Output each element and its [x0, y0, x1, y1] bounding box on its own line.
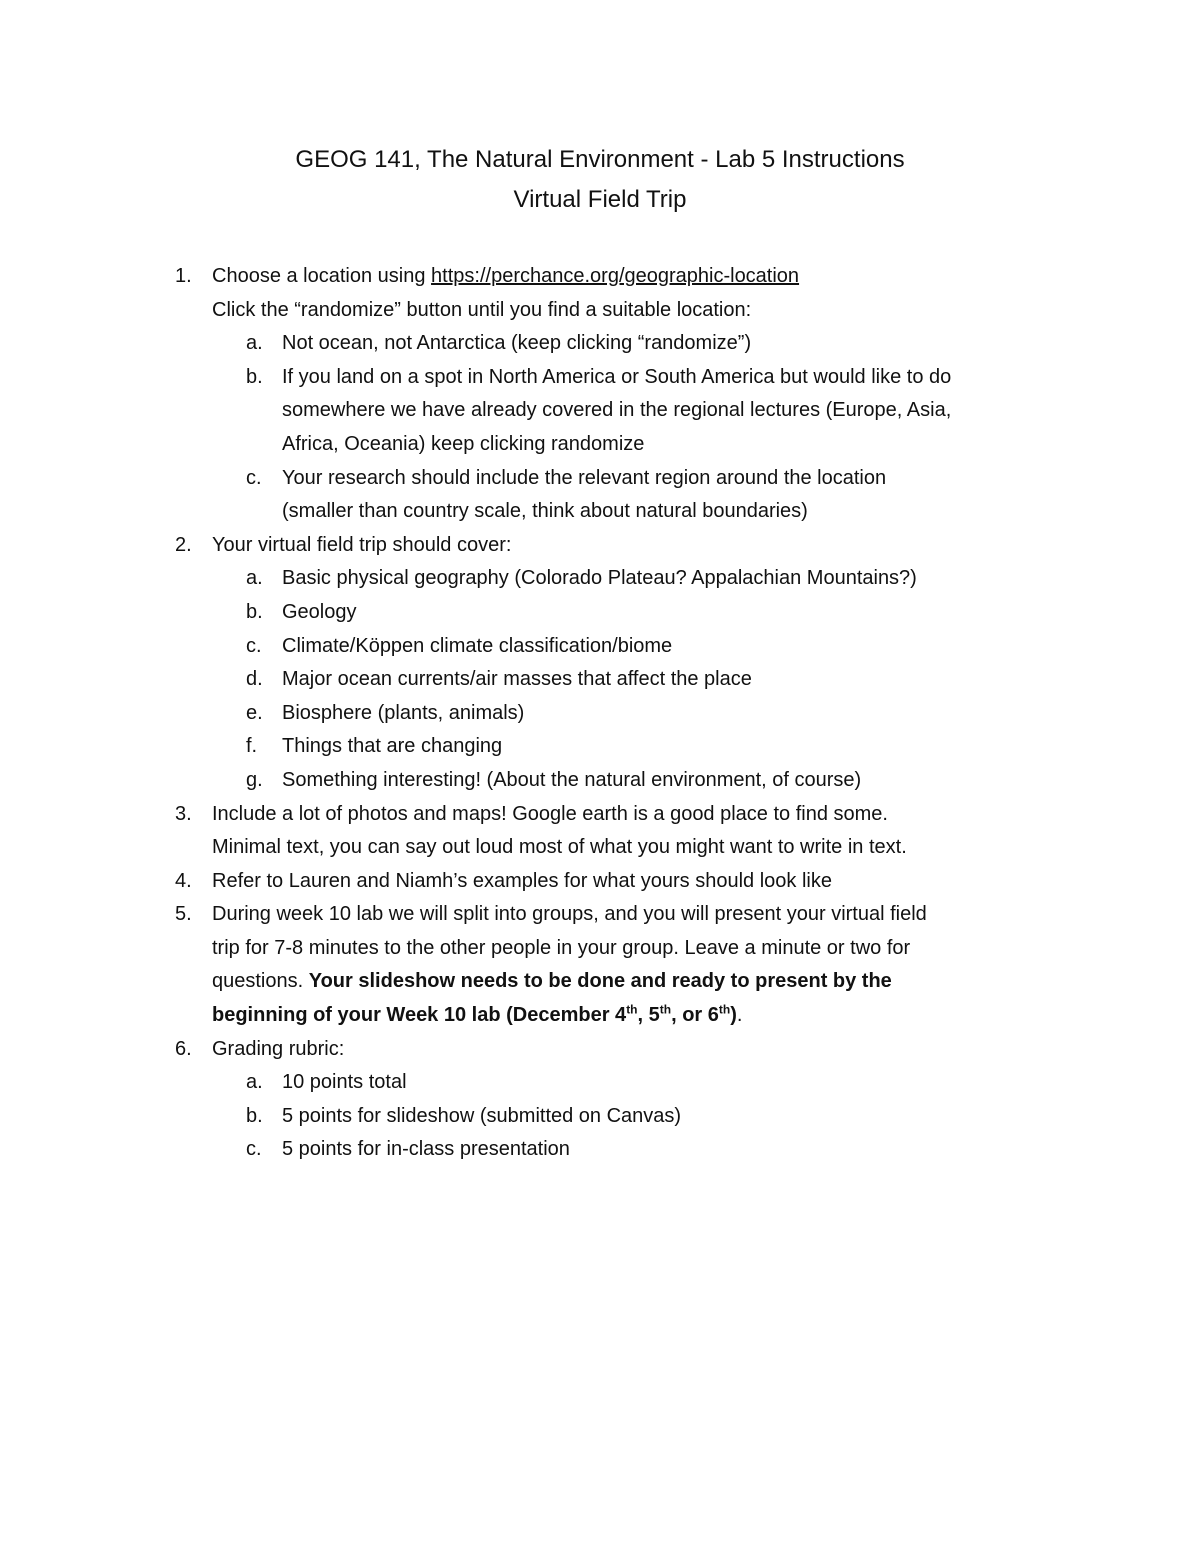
list-letter: a. [246, 1071, 263, 1094]
list-letter: b. [246, 365, 263, 388]
sub-item-6a [0, 1066, 1200, 1100]
list-item-2 [0, 529, 1200, 563]
sub-item-2f [0, 730, 1200, 764]
list-number: 5. [175, 903, 192, 926]
sub-item-1c-continued [0, 495, 1200, 529]
emphasis-part: , or 6 [671, 1004, 719, 1027]
list-letter: e. [246, 701, 263, 724]
item-text: 5 points for slideshow (submitted on Canvas) [282, 1104, 682, 1127]
item-text: Something interesting! (About the natural environment, of course) [282, 768, 862, 791]
sub-item-6c [0, 1133, 1200, 1167]
ordinal-suffix: th [659, 1002, 672, 1017]
sub-item-2a [0, 562, 1200, 596]
item-text: . [736, 1004, 743, 1027]
emphasis-text: Your slideshow needs to be done and ready to present by the [308, 970, 892, 993]
item-text: Grading rubric: [212, 1037, 345, 1060]
sub-item-2b [0, 596, 1200, 630]
item-text: Minimal text, you can say out loud most of what you might want to write in text. [212, 836, 907, 859]
emphasis-text [212, 1004, 737, 1026]
list-number: 2. [175, 533, 192, 556]
item-text: During week 10 lab we will split into groups, and you will present your virtual field [212, 903, 927, 926]
sub-item-2g [0, 764, 1200, 798]
sub-item-1b [0, 361, 1200, 395]
list-number: 6. [175, 1037, 192, 1060]
item-text: Your research should include the relevant region around the location [282, 466, 887, 489]
item-text: 5 points for in-class presentation [282, 1138, 570, 1161]
list-number: 4. [175, 869, 192, 892]
list-letter: a. [246, 567, 263, 590]
list-item-5-continued [0, 999, 1200, 1033]
list-letter: g. [246, 768, 263, 791]
item-text: Your virtual field trip should cover: [212, 533, 512, 556]
list-number: 3. [175, 802, 192, 825]
sub-item-2e [0, 697, 1200, 731]
sub-item-1b-continued [0, 428, 1200, 462]
ordinal-suffix: th [718, 1002, 731, 1017]
item-text: Refer to Lauren and Niamh’s examples for what yours should look like [212, 869, 832, 892]
item-text: trip for 7-8 minutes to the other people in your group. Leave a minute or two for [212, 936, 911, 959]
sub-item-1c [0, 462, 1200, 496]
list-number: 1. [175, 265, 192, 287]
list-letter: f. [246, 735, 258, 758]
emphasis-part: beginning of your Week 10 lab (December 4 [212, 1004, 627, 1027]
sub-item-2d [0, 663, 1200, 697]
sub-item-2c [0, 630, 1200, 664]
item-text: Geology [282, 600, 357, 623]
list-letter: a. [246, 332, 263, 355]
list-item-4 [0, 865, 1200, 899]
item-text: Choose a location using [212, 265, 432, 287]
list-letter: c. [246, 1138, 262, 1161]
location-link[interactable]: https://perchance.org/geographic-location [431, 265, 800, 287]
list-item-5-continued [0, 932, 1200, 966]
item-text: Not ocean, not Antarctica (keep clicking “randomize”) [282, 332, 752, 355]
item-text: Climate/Köppen climate classification/biome [282, 634, 673, 657]
list-item-3-continued [0, 831, 1200, 865]
list-item-1-continued [0, 294, 1200, 328]
list-letter: c. [246, 634, 262, 657]
item-text: Click the “randomize” button until you find a suitable location: [212, 298, 752, 321]
sub-item-1a [0, 327, 1200, 361]
item-text: If you land on a spot in North America or South America but would like to do [282, 365, 952, 388]
list-item-5-continued [0, 965, 1200, 999]
document-subtitle: Virtual Field Trip [513, 186, 687, 213]
item-text: Biosphere (plants, animals) [282, 701, 525, 724]
list-item-6 [0, 1033, 1200, 1067]
sub-item-6b [0, 1100, 1200, 1134]
item-text: questions. [212, 970, 309, 993]
emphasis-part: , 5 [637, 1004, 660, 1027]
list-letter: c. [246, 466, 262, 489]
item-text: Include a lot of photos and maps! Google earth is a good place to find some. [212, 802, 888, 825]
sub-item-1b-continued [0, 394, 1200, 428]
emphasis-part: ) [730, 1004, 737, 1027]
list-item-1 [0, 260, 1200, 294]
item-text: 10 points total [282, 1071, 407, 1094]
document-title: GEOG 141, The Natural Environment - Lab 5 Instructions [295, 146, 905, 173]
item-text: (smaller than country scale, think about natural boundaries) [282, 500, 808, 523]
list-letter: b. [246, 600, 263, 623]
item-text: Africa, Oceania) keep clicking randomize [282, 432, 645, 455]
item-text: Basic physical geography (Colorado Plateau? Appalachian Mountains?) [282, 567, 917, 590]
item-text: Things that are changing [282, 735, 503, 758]
list-letter: b. [246, 1104, 263, 1127]
item-text: Major ocean currents/air masses that affect the place [282, 668, 752, 691]
instructions-list [0, 260, 1200, 1167]
list-letter: d. [246, 668, 263, 691]
item-text: somewhere we have already covered in the regional lectures (Europe, Asia, [282, 399, 952, 422]
list-item-3 [0, 798, 1200, 832]
list-item-5 [0, 898, 1200, 932]
ordinal-suffix: th [626, 1002, 638, 1017]
